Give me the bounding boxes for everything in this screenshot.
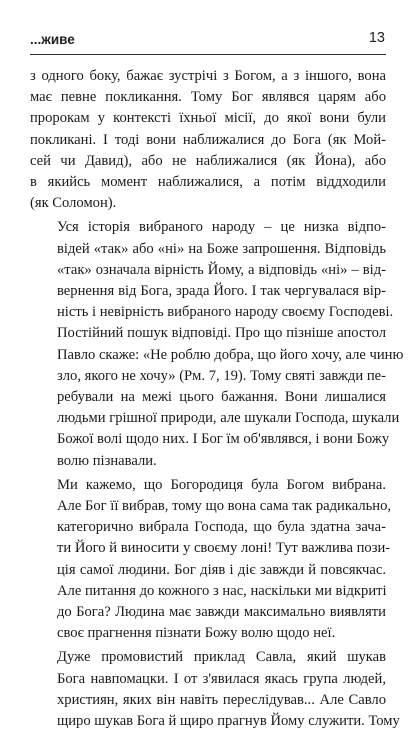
paragraph: [30, 647, 400, 732]
text-line: сей чи Давид), або не наближалися (як Йона), або: [30, 152, 386, 169]
text-line: Постійний пошук відповіді. Про що пізніше апостол: [57, 325, 386, 342]
header-rule: [30, 54, 386, 55]
text-line: людьми грішної природи, але шукали Господа, шукали: [57, 410, 400, 427]
text-line: вернення від Бога, зрада Його. І так чергувалася вір-: [57, 283, 386, 300]
text-line: Уся історія вибраного народу – це низка відпо-: [57, 219, 386, 236]
text-line: Але питання до кожного з нас, наскільки ми відкриті: [57, 582, 387, 599]
text-line: до Бога? Людина має завжди максимально виявляти: [57, 604, 386, 621]
running-title: ...живе: [30, 32, 75, 47]
text-line: ція самої людини. Бог діяв і діє завжди й повсякчас.: [57, 561, 386, 578]
text-line: ребували на межі цього бажання. Вони лишалися: [57, 389, 386, 406]
text-line: зло, якого не хочу» (Рм. 7, 19). Тому святі завжди пе-: [57, 367, 386, 384]
text-line: має певне покликання. Тому Бог являвся царям або: [30, 89, 386, 106]
paragraph: [30, 475, 392, 645]
text-line: своє прагнення пізнати Божу волю щодо неї.: [57, 625, 336, 642]
running-header: [30, 30, 386, 50]
text-line: з одного боку, бажає зустрічі з Богом, а з іншого, вона: [30, 68, 386, 84]
page-number: 13: [368, 30, 385, 46]
text-line: Але Бог її вибрав, тому що вона сама так радикально,: [57, 498, 392, 515]
paragraph: [30, 217, 404, 471]
text-line: покликані. І тоді вони наближалися до Бога (як Мой-: [30, 131, 386, 148]
text-line: Павло скаже: «Не роблю добра, що його хочу, але чиню: [57, 346, 404, 363]
text-line: Божої волі щодо них. І Бог їм об'являвся, і вони Божу: [57, 431, 390, 448]
text-line: категорично вибрала Господа, що була здатна зача-: [57, 519, 386, 536]
text-line: Ми кажемо, що Богородиця була Богом вибрана.: [57, 476, 386, 493]
text-line: пророкам у контексті їхньої місії, до якої вони були: [30, 110, 386, 127]
text-line: «так» означала вірність Йому, а відповідь «ні» – від-: [57, 261, 386, 278]
text-line: (як Соломон).: [30, 195, 117, 212]
text-line: Дуже промовистий приклад Савла, який шукав: [57, 649, 386, 666]
text-line: відей «так» або «ні» на Боже запрошення. Відповідь: [57, 240, 386, 257]
text-line: Бога навпомацки. І от з'явилася якась група людей,: [57, 670, 386, 687]
body-text: [30, 66, 404, 732]
paragraph: [30, 66, 386, 214]
text-line: ність і невірність вибраного народу своєму Господеві.: [57, 304, 394, 321]
text-line: волю пізнавали.: [57, 452, 157, 469]
text-line: щиро шукав Бога й щиро прагнув Йому служити. Тому: [57, 713, 400, 730]
text-line: християн, яких він навіть переслідував... Але Савло: [57, 691, 386, 708]
text-line: ти Його й виносити у своєму лоні! Тут важлива пози-: [57, 540, 391, 557]
text-line: в якийсь момент наближалися, а потім віддходили: [30, 174, 386, 191]
